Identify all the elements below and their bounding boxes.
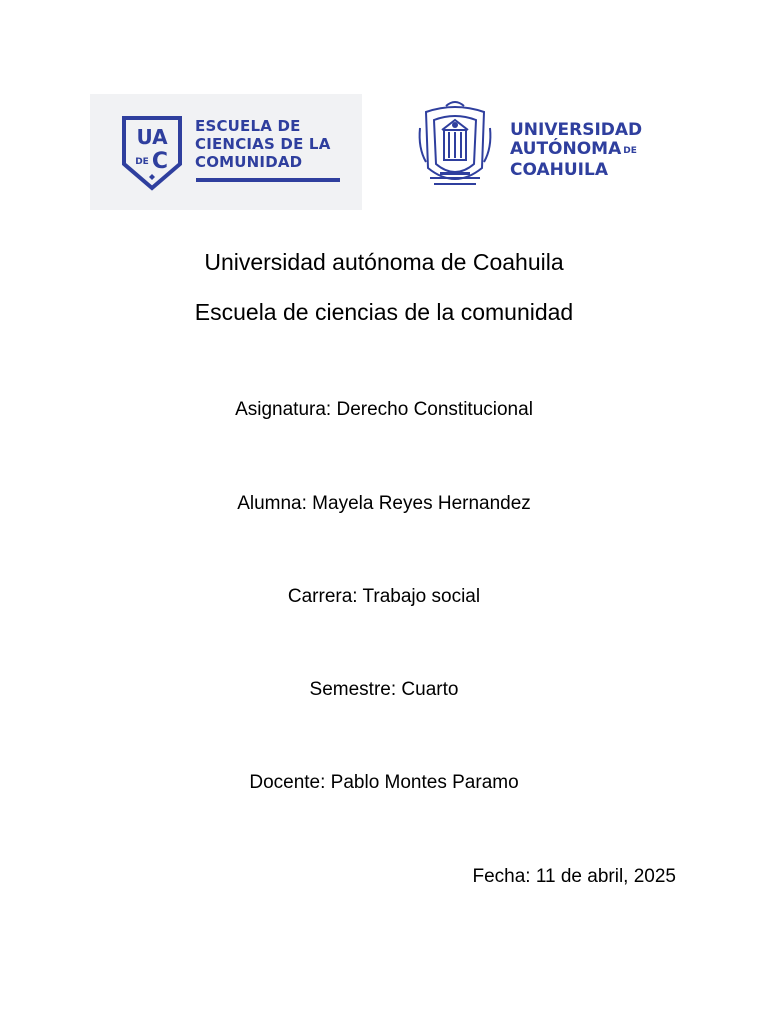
universidad-logo-text xyxy=(510,121,642,180)
monogram-bottom: C xyxy=(151,149,169,174)
escuela-logo xyxy=(90,94,362,210)
escuela-logo-text xyxy=(195,117,331,171)
universidad-logo-line-1: UNIVERSIDAD xyxy=(510,120,643,140)
university-crest-icon xyxy=(416,98,494,194)
student-line: Alumna: Mayela Reyes Hernandez xyxy=(237,493,531,514)
subject-line: Asignatura: Derecho Constitucional xyxy=(235,399,533,420)
date-line: Fecha: 11 de abril, 2025 xyxy=(472,866,676,887)
uadec-shield-icon xyxy=(120,114,184,192)
universidad-logo-line-3: COAHUILA xyxy=(510,160,608,180)
universidad-logo-line-2-main: AUTÓNOMA xyxy=(510,139,622,159)
university-name: Universidad autónoma de Coahuila xyxy=(204,249,564,275)
escuela-logo-underline xyxy=(196,178,340,182)
escuela-logo-line-2: CIENCIAS DE LA xyxy=(195,135,331,153)
school-name: Escuela de ciencias de la comunidad xyxy=(194,299,574,325)
universidad-logo-line-2-small: DE xyxy=(623,146,637,156)
semester-line: Semestre: Cuarto xyxy=(309,679,459,700)
universidad-logo xyxy=(412,94,656,204)
teacher-line: Docente: Pablo Montes Paramo xyxy=(249,772,519,793)
escuela-logo-line-1: ESCUELA DE xyxy=(195,117,301,135)
monogram-top: UA xyxy=(136,125,168,149)
escuela-logo-line-3: COMUNIDAD xyxy=(195,153,303,171)
monogram-mid: DE xyxy=(135,157,149,167)
career-line: Carrera: Trabajo social xyxy=(287,586,481,607)
universidad-logo-line-2 xyxy=(510,140,642,161)
